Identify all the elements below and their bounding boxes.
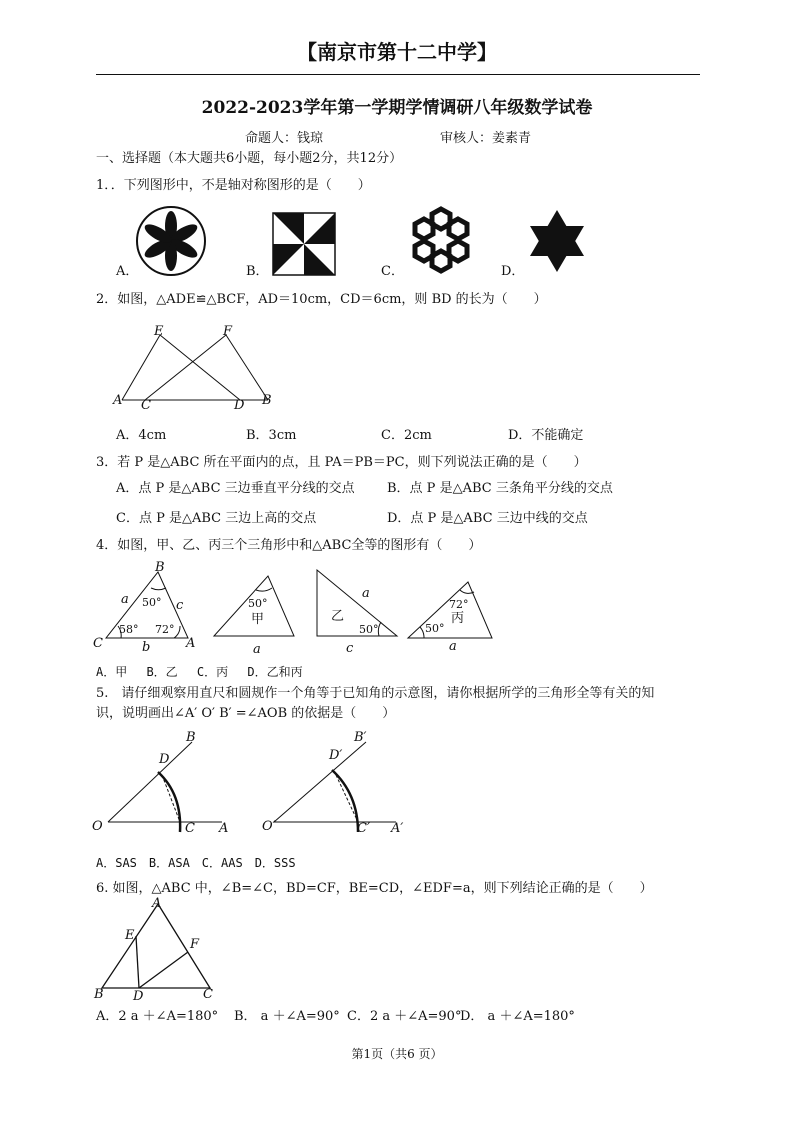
q4-yi-side-a: a xyxy=(362,586,370,601)
q5-right-label-d: D′ xyxy=(329,748,343,763)
hexagon-flower-icon xyxy=(403,205,479,275)
q4-yi-side-c: c xyxy=(346,641,354,656)
q5-stem-line2: 识，说明画出∠A′ O′ B′ =∠AOB 的依据是（ ） xyxy=(96,706,396,721)
section-heading: 一、选择题（本大题共6小题，每小题2分，共12分） xyxy=(96,151,403,166)
q2-option-d: D．不能确定 xyxy=(508,428,584,443)
q6-label-f: F xyxy=(190,937,200,952)
q2-option-c: C．2cm xyxy=(381,428,432,443)
q4-jia-name: 甲 xyxy=(251,612,265,627)
q4-abc-angle-b: 50° xyxy=(142,596,162,609)
q1-option-c: C． xyxy=(381,264,404,279)
q6-label-e: E xyxy=(125,928,135,943)
q5-options: A．SAS B．ASA C．AAS D．SSS xyxy=(96,856,296,870)
q4-abc-angle-c: 58° xyxy=(119,623,139,636)
q6-label-d: D xyxy=(133,989,144,1004)
q4-jia-side: a xyxy=(253,642,261,657)
q4-abc-label-c: C xyxy=(93,636,103,651)
q2-option-a: A．4cm xyxy=(116,428,167,443)
q5-left-label-c: C xyxy=(185,821,195,836)
q6-option-b: B． a ＋∠A=90° xyxy=(234,1009,340,1024)
q5-stem-line1: 5. 请仔细观察用直尺和圆规作一个角等于已知角的示意图，请你根据所学的三角形全等有关的知 xyxy=(96,686,655,701)
question-reviewer: 审核人：姜素青 xyxy=(440,131,532,146)
q4-abc-side-a: a xyxy=(121,592,129,607)
q5-right-label-c: C′ xyxy=(357,821,370,836)
q2-stem: 2．如图，△ADE≌△BCF，AD＝10cm，CD＝6cm，则 BD 的长为（ ） xyxy=(96,292,547,307)
q6-label-a: A xyxy=(152,896,162,911)
q4-abc-side-c: c xyxy=(176,598,184,613)
hexagram-icon xyxy=(527,208,587,274)
q6-option-d: D． a ＋∠A=180° xyxy=(460,1009,575,1024)
q5-right-label-o: O′ xyxy=(262,819,276,834)
q5-right-label-a: A′ xyxy=(391,821,404,836)
q4-yi-name: 乙 xyxy=(331,609,345,624)
q5-left-figure xyxy=(96,728,236,838)
q2-option-b: B．3cm xyxy=(246,428,297,443)
q3-option-b: B．点 P 是△ABC 三条角平分线的交点 xyxy=(387,481,613,496)
pinwheel-icon xyxy=(272,212,336,276)
header-divider xyxy=(96,74,700,75)
q2-triangle-figure xyxy=(112,322,282,414)
q1-option-b: B． xyxy=(246,264,269,279)
page-footer: 第1页（共6 页） xyxy=(351,1047,443,1061)
q4-abc-angle-a: 72° xyxy=(155,623,175,636)
q4-bing-side: a xyxy=(449,639,457,654)
q3-option-c: C．点 P 是△ABC 三边上高的交点 xyxy=(116,511,317,526)
exam-title: 2022-2023学年第一学期学情调研八年级数学试卷 xyxy=(201,98,593,118)
q4-yi-angle: 50° xyxy=(359,623,379,636)
q4-options: A．甲 B．乙 C．丙 D．乙和丙 xyxy=(96,665,303,679)
q2-label-f: F xyxy=(223,324,233,339)
q5-right-figure xyxy=(262,728,412,838)
q4-bing-angle-top: 72° xyxy=(449,598,469,611)
q5-right-label-b: B′ xyxy=(354,730,367,745)
q2-label-a: A xyxy=(113,393,123,408)
q6-stem: 6. 如图，△ABC 中，∠B=∠C，BD=CF，BE=CD，∠EDF=a，则下列结论正确的是（ ） xyxy=(96,881,653,896)
q4-bing-name: 丙 xyxy=(451,611,465,626)
q5-left-label-d: D xyxy=(159,752,170,767)
q1-option-d: D． xyxy=(501,264,525,279)
q4-stem: 4．如图，甲、乙、丙三个三角形中和△ABC全等的图形有（ ） xyxy=(96,538,482,553)
q2-label-e: E xyxy=(154,324,164,339)
q4-triangle-yi xyxy=(313,566,403,642)
q4-jia-angle: 50° xyxy=(248,597,268,610)
q4-abc-label-a: A xyxy=(186,636,196,651)
q5-left-label-a: A xyxy=(219,821,229,836)
flower-icon xyxy=(135,205,207,277)
q2-label-c: C xyxy=(141,398,151,413)
q4-abc-label-b: B xyxy=(155,560,165,575)
q5-left-label-o: O xyxy=(92,819,103,834)
q4-bing-angle-left: 50° xyxy=(425,622,445,635)
q6-option-a: A．2 a ＋∠A=180° xyxy=(96,1009,219,1024)
q5-left-label-b: B xyxy=(186,730,196,745)
q3-stem: 3．若 P 是△ABC 所在平面内的点，且 PA＝PB＝PC，则下列说法正确的是（ ） xyxy=(96,455,587,470)
q1-stem: 1．．下列图形中，不是轴对称图形的是（ ） xyxy=(96,178,371,193)
q3-option-a: A．点 P 是△ABC 三边垂直平分线的交点 xyxy=(116,481,355,496)
q1-option-a: A． xyxy=(116,264,139,279)
school-header: 【南京市第十二中学】 xyxy=(297,40,497,64)
q6-label-b: B xyxy=(94,987,104,1002)
q4-abc-side-b: b xyxy=(142,640,151,655)
question-setter: 命题人：钱琼 xyxy=(245,131,324,146)
q2-label-b: B xyxy=(262,393,272,408)
q3-option-d: D．点 P 是△ABC 三边中线的交点 xyxy=(387,511,588,526)
q6-option-c: C．2 a ＋∠A=90° xyxy=(347,1009,462,1024)
q6-label-c: C xyxy=(203,987,213,1002)
q2-label-d: D xyxy=(234,398,245,413)
